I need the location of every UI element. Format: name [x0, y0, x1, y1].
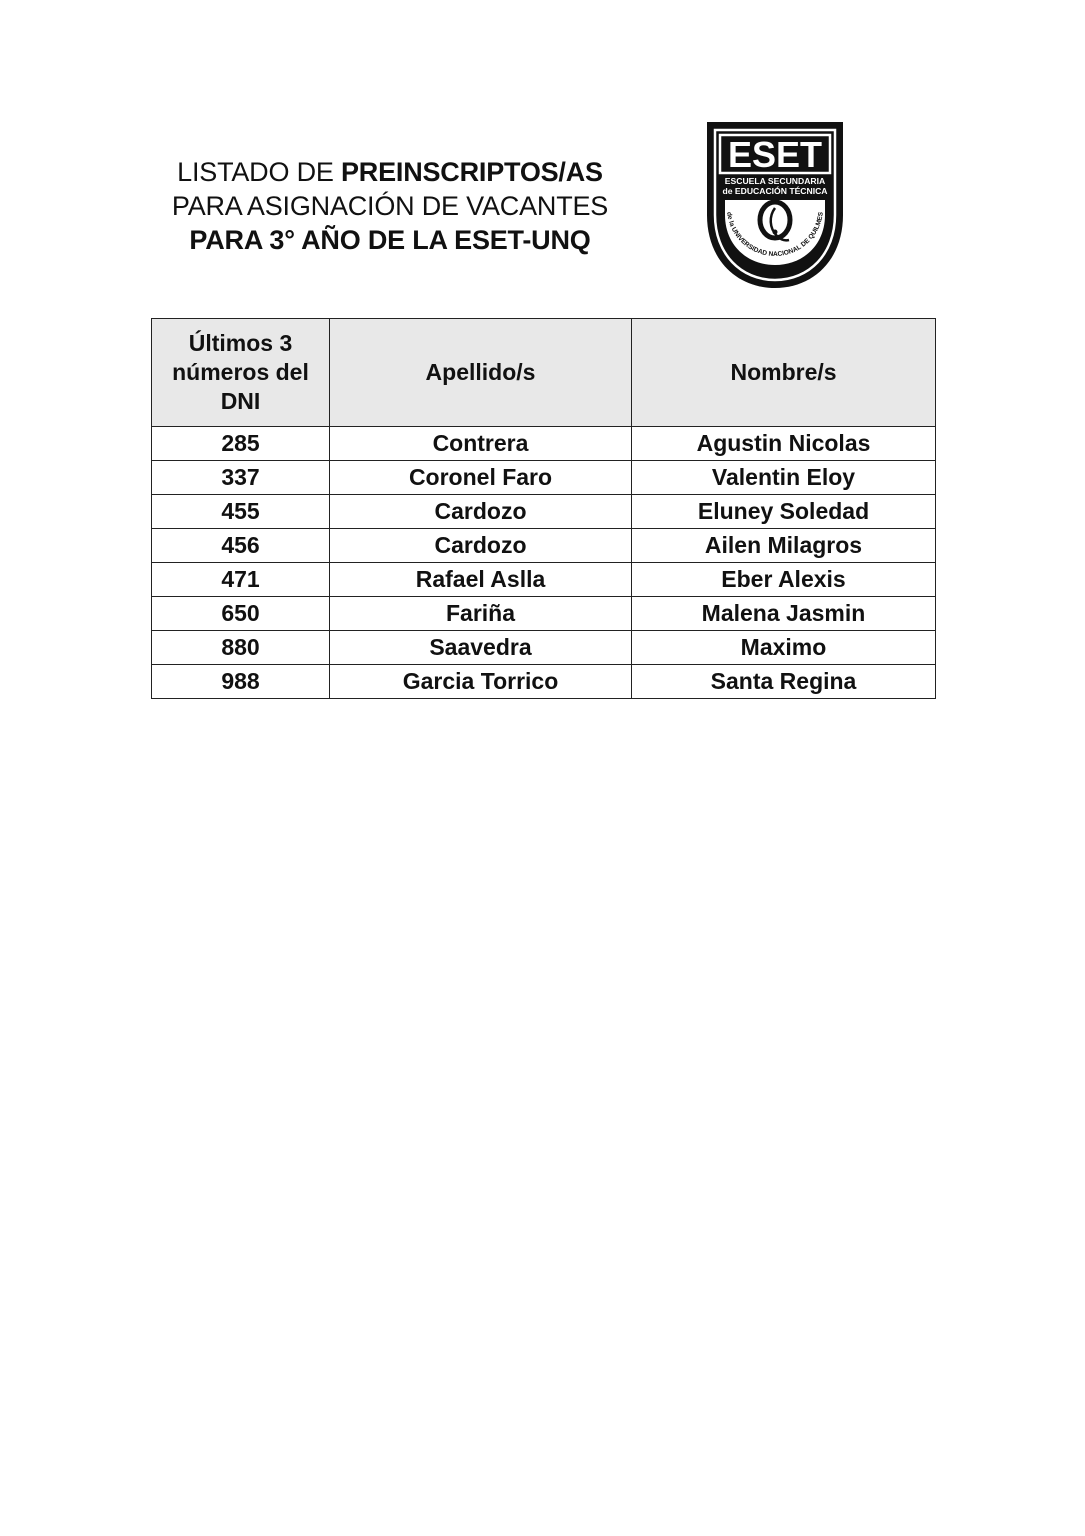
table-row	[152, 461, 936, 495]
cell-nombre: Agustin Nicolas	[632, 427, 936, 461]
cell-nombre: Malena Jasmin	[632, 597, 936, 631]
cell-apellido: Contrera	[330, 427, 632, 461]
header-dni-line-3: DNI	[220, 388, 261, 414]
cell-apellido: Saavedra	[330, 631, 632, 665]
cell-apellido: Rafael Aslla	[330, 563, 632, 597]
header-dni-line-1: Últimos 3	[188, 330, 293, 356]
title-line-2: PARA ASIGNACIÓN DE VACANTES	[171, 191, 609, 221]
cell-dni: 337	[152, 461, 330, 495]
title-line-1	[150, 155, 630, 189]
table-row	[152, 665, 936, 699]
cell-apellido: Garcia Torrico	[330, 665, 632, 699]
cell-dni: 455	[152, 495, 330, 529]
cell-dni: 988	[152, 665, 330, 699]
header-apellido: Apellido/s	[330, 319, 632, 427]
table-row	[152, 427, 936, 461]
cell-nombre: Santa Regina	[632, 665, 936, 699]
header-dni-line-2: números del	[172, 359, 309, 385]
cell-nombre: Maximo	[632, 631, 936, 665]
table-row	[152, 495, 936, 529]
cell-nombre: Ailen Milagros	[632, 529, 936, 563]
cell-apellido: Fariña	[330, 597, 632, 631]
cell-dni: 285	[152, 427, 330, 461]
cell-dni: 650	[152, 597, 330, 631]
cell-nombre: Eluney Soledad	[632, 495, 936, 529]
cell-apellido: Cardozo	[330, 529, 632, 563]
cell-nombre: Valentin Eloy	[632, 461, 936, 495]
table-row	[152, 529, 936, 563]
cell-dni: 880	[152, 631, 330, 665]
cell-apellido: Cardozo	[330, 495, 632, 529]
logo-arc-text-path: de la UNIVERSIDAD NACIONAL DE QUILMES	[725, 211, 825, 259]
table-row	[152, 563, 936, 597]
cell-dni: 471	[152, 563, 330, 597]
document-title	[150, 155, 630, 257]
title-line-3: PARA 3° AÑO DE LA ESET-UNQ	[189, 225, 591, 255]
cell-nombre: Eber Alexis	[632, 563, 936, 597]
cell-apellido: Coronel Faro	[330, 461, 632, 495]
logo-acronym: ESET	[727, 134, 823, 175]
eset-logo	[705, 120, 845, 290]
table-row	[152, 631, 936, 665]
cell-dni: 456	[152, 529, 330, 563]
table-header-row	[152, 319, 936, 427]
logo-line-1: ESCUELA SECUNDARIA	[724, 176, 826, 186]
logo-line-2: de EDUCACIÓN TÉCNICA	[722, 186, 828, 196]
title-line-1-bold: PREINSCRIPTOS/AS	[340, 157, 603, 187]
header-dni	[152, 319, 330, 427]
preinscriptos-table	[151, 318, 936, 699]
header-nombre: Nombre/s	[632, 319, 936, 427]
title-line-1-regular: LISTADO DE	[177, 157, 341, 187]
table-row	[152, 597, 936, 631]
